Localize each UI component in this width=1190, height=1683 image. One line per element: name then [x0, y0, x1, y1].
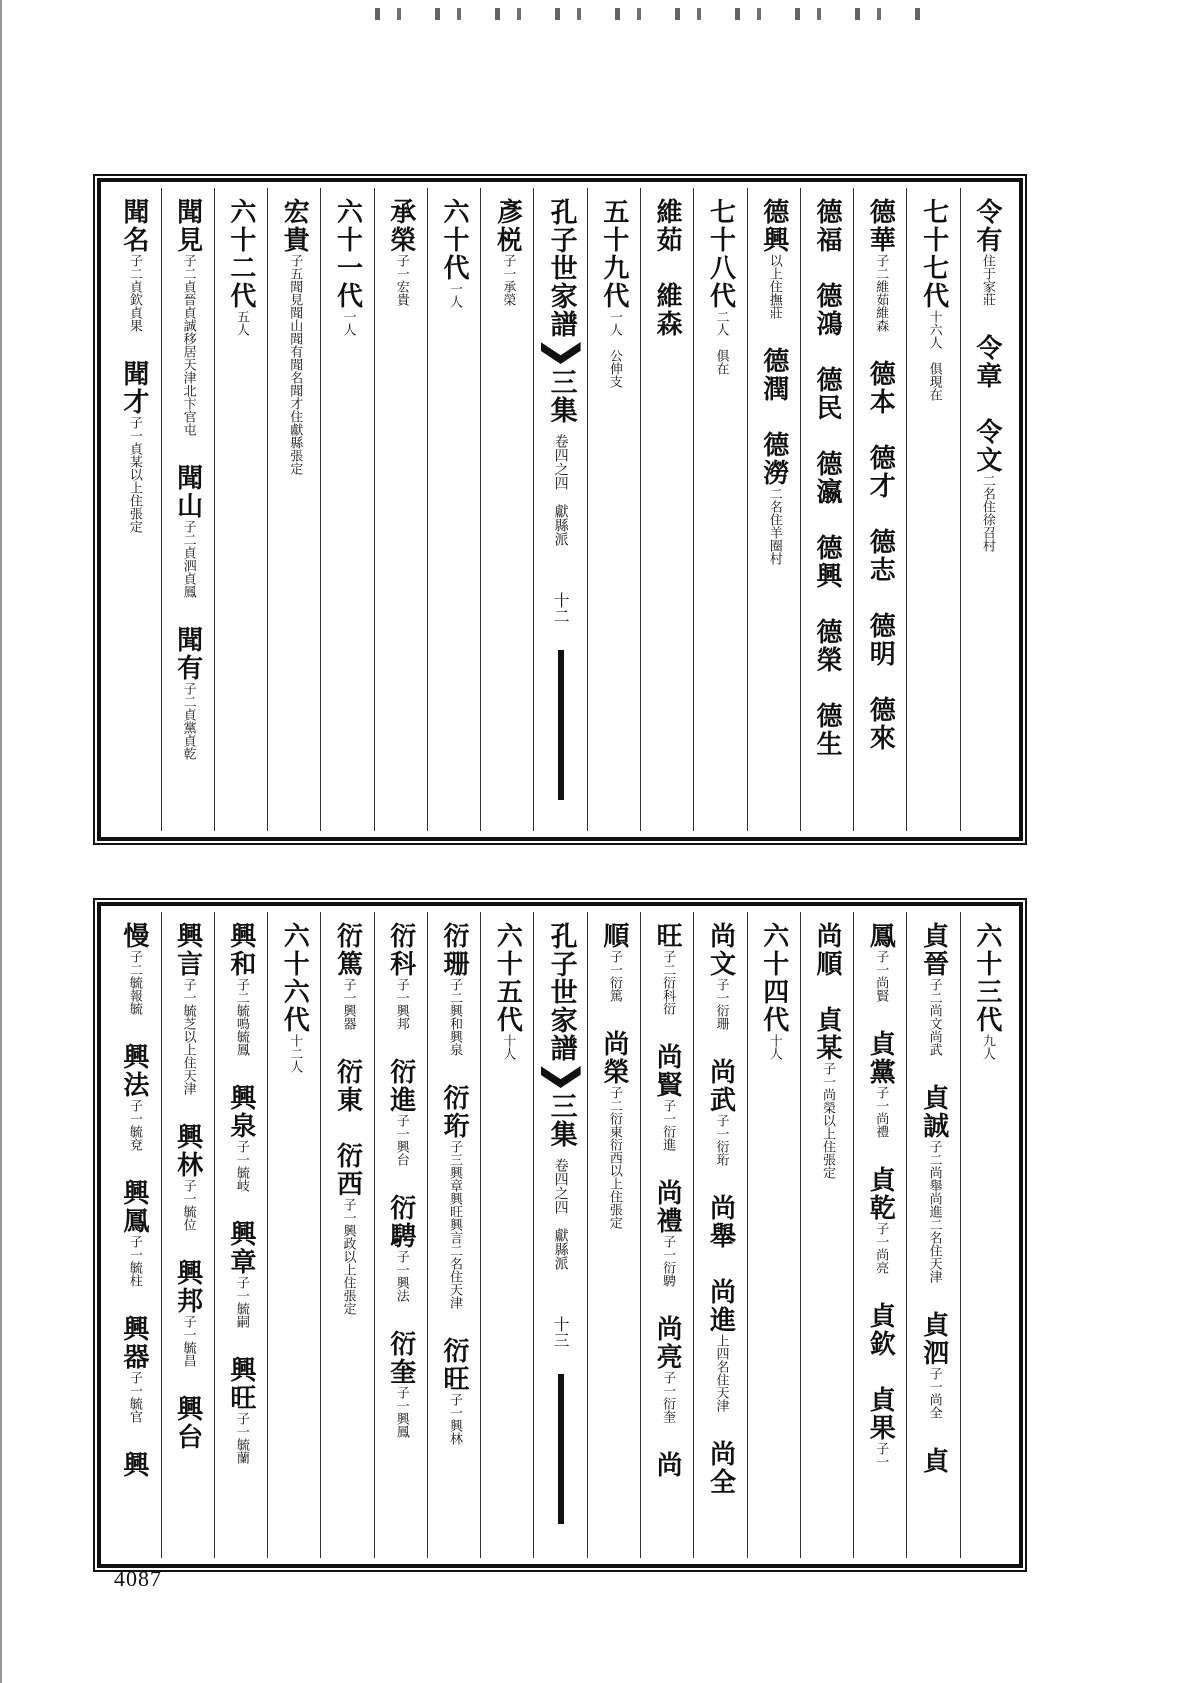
entry-note: 子一尚榮以上住張定 [820, 1062, 836, 1179]
entry-name: 興法 [118, 1043, 149, 1099]
bottom-column [853, 912, 906, 1558]
entry-note: 子一尚亮 [873, 1222, 889, 1274]
entry-note: 子二貞欽貞果 [126, 254, 142, 332]
entry-gap [119, 1423, 149, 1451]
entry-name: 貞泗 [918, 1311, 949, 1367]
genealogy-entry [813, 922, 841, 1558]
bottom-column [640, 912, 693, 1558]
entry-gap [386, 1166, 416, 1194]
entry-note: 子一尚賢 [873, 950, 889, 1002]
entry-gap [652, 1015, 682, 1043]
entry-name: 貞某 [812, 1006, 843, 1062]
entry-name: 興台 [172, 1395, 203, 1451]
entry-gap [705, 1166, 735, 1194]
entry-name: 六十三代 [971, 922, 1002, 1034]
genealogy-entry [866, 922, 894, 1558]
bottom-column [107, 912, 160, 1558]
entry-gap [119, 1287, 149, 1315]
entry-note: 九人 [979, 1034, 995, 1060]
entry-note: 子一承榮 [500, 254, 516, 306]
bottom-column [214, 912, 267, 1558]
entry-name: 興林 [172, 1123, 203, 1179]
top-column [693, 188, 746, 831]
genealogy-entry [440, 922, 468, 1558]
entry-name: 興泉 [225, 1084, 256, 1140]
entry-note: 五人 [233, 310, 249, 336]
center-header [541, 922, 581, 1558]
entry-note: 一人 [340, 310, 356, 336]
entry-gap [759, 319, 789, 347]
genealogy-entry [493, 198, 521, 831]
bottom-column [320, 912, 373, 1558]
entry-note: 十二人 [287, 1034, 303, 1073]
entry-name: 德潤 德澇 [758, 347, 789, 487]
entry-name: 衍騁 [385, 1194, 416, 1250]
entry-name: 興邦 [172, 1259, 203, 1315]
center-bar [558, 650, 564, 800]
entry-name: 聞有 [172, 626, 203, 682]
bottom-column [693, 912, 746, 1558]
genealogy-entry [600, 922, 628, 1558]
bottom-column [427, 912, 480, 1558]
entry-note: 子一興台 [393, 1114, 409, 1166]
entry-name: 令有 [971, 198, 1002, 254]
entry-note: 十人 [500, 1034, 516, 1060]
entry-note: 子二貞泗貞鳳 [180, 520, 196, 598]
entry-name: 貞 [918, 1447, 949, 1475]
entry-name: 旺 [652, 922, 683, 950]
genealogy-entry [706, 922, 734, 1558]
entry-name: 尚亮 [652, 1315, 683, 1371]
genealogy-entry [653, 922, 681, 1558]
top-column [747, 188, 800, 831]
entry-gap [652, 1151, 682, 1179]
entry-name: 衍珩 [439, 1084, 470, 1140]
entry-name: 衍旺 [439, 1337, 470, 1393]
top-column [427, 188, 480, 831]
entry-name: 六十二代 [225, 198, 256, 310]
genealogy-entry [227, 922, 255, 1558]
entry-gap [705, 1412, 735, 1440]
entry-name: 興章 [225, 1220, 256, 1276]
entry-name: 聞才 [118, 360, 149, 416]
genealogy-entry [493, 922, 521, 1558]
entry-note: 子一興林 [447, 1393, 463, 1445]
entry-gap [812, 978, 842, 1006]
entry-note: 子一貞某以上住張定 [126, 416, 142, 533]
entry-name: 貞誠 [918, 1084, 949, 1140]
entry-name: 聞山 [172, 464, 203, 520]
genealogy-entry [120, 922, 148, 1558]
entry-gap [332, 1114, 362, 1142]
entry-name: 六十四代 [758, 922, 789, 1034]
series-label: 三集 [545, 368, 577, 424]
bottom-column [800, 912, 853, 1558]
entry-note: 一人 公伸支 [606, 310, 622, 388]
entry-name: 令章 [971, 334, 1002, 390]
entry-note: 子一宏貴 [393, 254, 409, 306]
bottom-page-panel [97, 902, 1023, 1568]
entry-note: 子二毓鳴毓鳳 [233, 978, 249, 1056]
entry-note: 住于家莊 [979, 254, 995, 306]
entry-note: 子一毓蘭 [233, 1412, 249, 1464]
entry-gap [972, 390, 1002, 418]
book-title: 孔子世家譜 [545, 198, 577, 338]
entry-note: 子二維茹維森 [873, 254, 889, 332]
entry-note: 子二尚舉尚進二名住天津 [926, 1140, 942, 1283]
entry-gap [119, 1015, 149, 1043]
top-column [906, 188, 959, 831]
genealogy-entry [174, 922, 202, 1558]
entry-gap [652, 1423, 682, 1451]
entry-gap [865, 1138, 895, 1166]
entry-name: 衍珊 [439, 922, 470, 978]
entry-name: 尚武 [705, 1058, 736, 1114]
entry-note: 子一衍篤 [606, 950, 622, 1002]
entry-note: 子一興鳳 [393, 1386, 409, 1438]
entry-gap [332, 1030, 362, 1058]
top-column [853, 188, 906, 831]
entry-note: 子一興邦 [393, 978, 409, 1030]
bottom-column [480, 912, 533, 1558]
top-column [161, 188, 214, 831]
entry-note: 子一衍珩 [713, 1114, 729, 1166]
top-column [214, 188, 267, 831]
entry-name: 衍東 [332, 1058, 363, 1114]
entry-name: 尚進 [705, 1278, 736, 1334]
entry-gap [173, 598, 203, 626]
leaf-number: 十二 [551, 592, 571, 624]
top-column [480, 188, 533, 831]
page-number: 4087 [114, 1566, 162, 1591]
top-column [374, 188, 427, 831]
entry-gap [173, 1095, 203, 1123]
entry-name: 五十九代 [598, 198, 629, 310]
genealogy-entry [813, 198, 841, 831]
entry-gap [919, 1056, 949, 1084]
top-page-panel [97, 178, 1023, 841]
entry-name: 德本 德才 德志 德明 德來 [865, 360, 896, 752]
genealogy-entry [866, 198, 894, 831]
entry-note: 子一毓官 [126, 1371, 142, 1423]
entry-name: 六十代 [439, 198, 470, 282]
entry-gap [865, 332, 895, 360]
entry-gap [705, 1250, 735, 1278]
top-column [533, 188, 586, 831]
entry-gap [972, 306, 1002, 334]
entry-name: 鳳 [865, 922, 896, 950]
genealogy-entry [653, 198, 681, 831]
top-column [960, 188, 1013, 831]
genealogy-entry [920, 922, 948, 1558]
entry-name: 尚舉 [705, 1194, 736, 1250]
entry-note: 子二毓報毓 [126, 950, 142, 1015]
genealogy-entry [440, 198, 468, 831]
entry-note: 子五聞見聞山聞有聞名聞才住獻縣張定 [287, 254, 303, 475]
entry-note: 二名住徐召村 [979, 474, 995, 552]
entry-note: 子一興政以上住張定 [340, 1198, 356, 1315]
entry-name: 維茹 維森 [652, 198, 683, 338]
center-bar [558, 1374, 564, 1524]
entry-note: 子二尚文尚武 [926, 978, 942, 1056]
entry-note: 二名住羊圈村 [766, 487, 782, 565]
entry-note: 十人 [766, 1034, 782, 1060]
entry-note: 二人 俱在 [713, 310, 729, 375]
entry-note: 子二貞晉貞誠移居天津北卞官屯 [180, 254, 196, 436]
top-column [267, 188, 320, 831]
volume-label: 卷四之四 獻縣派 [552, 434, 569, 546]
entry-note: 子一毓昌 [180, 1315, 196, 1367]
entry-name: 順 [598, 922, 629, 950]
entry-gap [439, 1056, 469, 1084]
entry-note: 十六人 俱現在 [926, 310, 942, 401]
entry-name: 彥棁 [492, 198, 523, 254]
entry-note: 子一衍珊 [713, 978, 729, 1030]
entry-gap [652, 1287, 682, 1315]
entry-name: 七十八代 [705, 198, 736, 310]
genealogy-entry [120, 198, 148, 831]
top-column [587, 188, 640, 831]
fish-tail-mark [541, 1066, 581, 1088]
entry-note: 子一尚全 [926, 1367, 942, 1419]
top-column [320, 188, 373, 831]
entry-note: 子一衍進 [660, 1099, 676, 1151]
entry-name: 承榮 [385, 198, 416, 254]
genealogy-entry [280, 922, 308, 1558]
entry-name: 令文 [971, 418, 1002, 474]
entry-note: 子一衍奎 [660, 1371, 676, 1423]
entry-note: 子一衍騁 [660, 1235, 676, 1287]
entry-note: 子一毓岐 [233, 1140, 249, 1192]
top-column [800, 188, 853, 831]
entry-name: 興 [118, 1451, 149, 1479]
bottom-column [374, 912, 427, 1558]
entry-name: 興和 [225, 922, 256, 978]
volume-label: 卷四之四 獻縣派 [552, 1158, 569, 1270]
entry-gap [226, 1192, 256, 1220]
top-column [107, 188, 160, 831]
entry-name: 七十七代 [918, 198, 949, 310]
entry-name: 德華 [865, 198, 896, 254]
entry-name: 慢 [118, 922, 149, 950]
genealogy-entry [333, 198, 361, 831]
book-title: 孔子世家譜 [545, 922, 577, 1062]
genealogy-entry [973, 198, 1001, 831]
genealogy-entry [387, 922, 415, 1558]
entry-name: 衍科 [385, 922, 416, 978]
genealogy-entry [920, 198, 948, 831]
genealogy-entry [600, 198, 628, 831]
entry-name: 興言 [172, 922, 203, 978]
genealogy-entry [760, 198, 788, 831]
bottom-page-columns [107, 912, 1013, 1558]
entry-note: 子三興章興旺興言二名住天津 [447, 1140, 463, 1309]
genealogy-entry [760, 922, 788, 1558]
genealogy-entry [227, 198, 255, 831]
bottom-column [906, 912, 959, 1558]
entry-name: 尚全 [705, 1440, 736, 1496]
entry-name: 貞晉 [918, 922, 949, 978]
scan-top-artifact [375, 8, 935, 20]
entry-note: 一人 [447, 282, 463, 308]
entry-name: 衍西 [332, 1142, 363, 1198]
series-label: 三集 [545, 1092, 577, 1148]
entry-name: 聞見 [172, 198, 203, 254]
entry-name: 興鳳 [118, 1179, 149, 1235]
genealogy-entry [174, 198, 202, 831]
entry-note: 子一毓嗣 [233, 1276, 249, 1328]
genealogy-entry [387, 198, 415, 831]
entry-note: 上四名住天津 [713, 1334, 729, 1412]
entry-note: 子二貞黨貞乾 [180, 682, 196, 760]
entry-name: 宏貴 [279, 198, 310, 254]
entry-name: 德福 德鴻 德民 德瀛 德興 德榮 德生 [812, 198, 843, 758]
entry-gap [119, 1151, 149, 1179]
entry-gap [865, 1002, 895, 1030]
entry-name: 興旺 [225, 1356, 256, 1412]
entry-name: 貞黨 [865, 1030, 896, 1086]
genealogy-entry [280, 198, 308, 831]
entry-name: 貞乾 [865, 1166, 896, 1222]
entry-note: 子一興器 [340, 978, 356, 1030]
entry-gap [599, 1002, 629, 1030]
entry-name: 衍篤 [332, 922, 363, 978]
entry-name: 尚榮 [598, 1030, 629, 1086]
entry-name: 衍奎 [385, 1330, 416, 1386]
entry-gap [173, 436, 203, 464]
entry-name: 衍進 [385, 1058, 416, 1114]
scan-left-edge [0, 0, 2, 1683]
entry-gap [386, 1030, 416, 1058]
entry-name: 尚 [652, 1451, 683, 1479]
entry-name: 德興 [758, 198, 789, 254]
bottom-column [267, 912, 320, 1558]
bottom-column [587, 912, 640, 1558]
top-column [640, 188, 693, 831]
entry-note: 子一毓位 [180, 1179, 196, 1231]
entry-note: 以上住撫莊 [766, 254, 782, 319]
entry-name: 六十一代 [332, 198, 363, 310]
fish-tail-mark [541, 342, 581, 364]
genealogy-entry [333, 922, 361, 1558]
entry-note: 子一毓柱 [126, 1235, 142, 1287]
bottom-column [533, 912, 586, 1558]
entry-name: 尚賢 [652, 1043, 683, 1099]
entry-gap [865, 1274, 895, 1302]
entry-note: 子一毓芝以上住天津 [180, 978, 196, 1095]
entry-note: 子二興和興泉 [447, 978, 463, 1056]
entry-gap [919, 1419, 949, 1447]
bottom-column [747, 912, 800, 1558]
entry-name: 聞名 [118, 198, 149, 254]
leaf-number: 十三 [551, 1316, 571, 1348]
genealogy-entry [706, 198, 734, 831]
bottom-column [161, 912, 214, 1558]
entry-note: 子一興法 [393, 1250, 409, 1302]
top-page-columns [107, 188, 1013, 831]
entry-gap [705, 1030, 735, 1058]
entry-name: 尚順 [812, 922, 843, 978]
entry-gap [173, 1367, 203, 1395]
entry-name: 貞欽 貞果 [865, 1302, 896, 1442]
entry-gap [919, 1283, 949, 1311]
entry-gap [119, 332, 149, 360]
entry-gap [439, 1309, 469, 1337]
entry-gap [386, 1302, 416, 1330]
entry-note: 子一尚禮 [873, 1086, 889, 1138]
entry-name: 尚禮 [652, 1179, 683, 1235]
entry-note: 子一 [873, 1442, 889, 1468]
entry-name: 六十六代 [279, 922, 310, 1034]
entry-name: 六十五代 [492, 922, 523, 1034]
bottom-column [960, 912, 1013, 1558]
entry-note: 子一毓兗 [126, 1099, 142, 1151]
entry-name: 興器 [118, 1315, 149, 1371]
entry-gap [173, 1231, 203, 1259]
entry-note: 子二衍東衍西以上住張定 [606, 1086, 622, 1229]
entry-note: 子二衍科衍 [660, 950, 676, 1015]
entry-gap [226, 1056, 256, 1084]
center-header [541, 198, 581, 831]
entry-name: 尚文 [705, 922, 736, 978]
genealogy-entry [973, 922, 1001, 1558]
entry-gap [226, 1328, 256, 1356]
